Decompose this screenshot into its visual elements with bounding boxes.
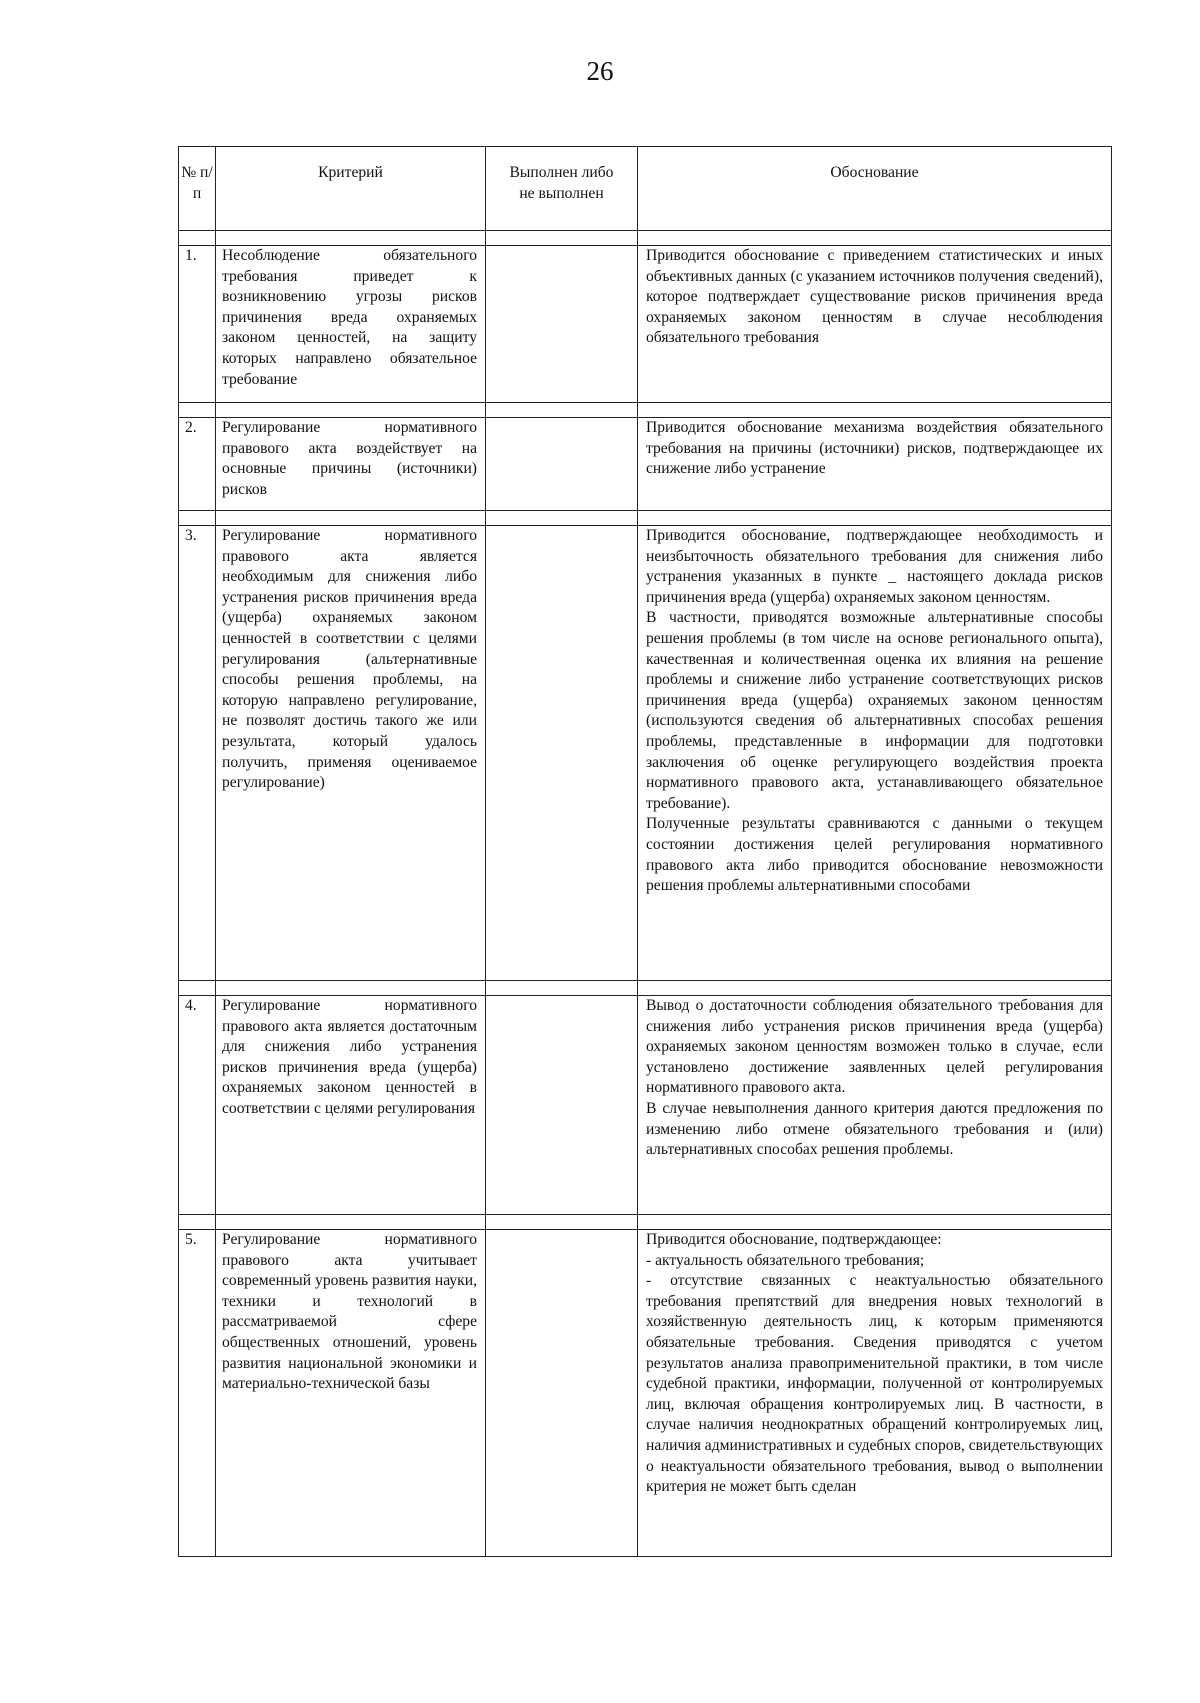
- criteria-table: [178, 146, 1112, 1557]
- justification-paragraph: - отсутствие связанных с неактуальностью обязательного требования препятствий для внедрения новых технологий в хозяйственную деятельность лиц, к которым применяются обязательные требования. Сведения приводятся с учетом результатов анализа правоприменительной практики, в том числе судебной практики, информации, полученной от контролируемых лиц, включая обращения контролируемых лиц. В частности, в случае наличия неоднократных обращений контролируемых лиц, наличия административных и судебных споров, свидетельствующих о неактуальности обязательного требования, вывод о выполнении критерия не может быть сделан: [646, 1272, 1103, 1496]
- header-status: Выполнен либо не выполнен: [486, 147, 638, 231]
- criterion-cell: Регулирование нормативного правового акта учитывает современный уровень развития науки, техники и технологий в рассматриваемой сфере общественных отношений, уровень развития национальной экономики и материально-технической базы: [216, 1230, 486, 1557]
- justification-cell: Приводится обоснование с приведением статистических и иных объективных данных (с указанием источников получения сведений), которое подтверждает существование рисков причинения вреда охраняемых законом ценностям в случае несоблюдения обязательного требования: [638, 246, 1112, 403]
- justification-paragraph: Приводится обоснование, подтверждающее:: [646, 1231, 942, 1248]
- status-cell: [486, 526, 638, 981]
- criterion-cell: Регулирование нормативного правового акта является необходимым для снижения либо устранения рисков причинения вреда (ущерба) охраняемых законом ценностей в соответствии с целями регулирования (альтернативные способы решения проблемы, на которую направлено регулирование, не позволят достичь такого же или результата, который удалось получить, применяя оцениваемое регулирование): [216, 526, 486, 981]
- table-row: [179, 996, 1112, 1215]
- justification-paragraph: Вывод о достаточности соблюдения обязательного требования для снижения либо устранения рисков причинения вреда (ущерба) охраняемых законом ценностям возможен только в случае, если установлено достижение заявленных целей регулирования нормативного правового акта.: [646, 997, 1103, 1097]
- table-row: [179, 418, 1112, 511]
- status-cell: [486, 418, 638, 511]
- justification-cell: [638, 1230, 1112, 1557]
- status-cell: [486, 1230, 638, 1557]
- justification-paragraph: В случае невыполнения данного критерия даются предложения по изменению либо отмене обязательного требования и (или) альтернативных способах решения проблемы.: [646, 1099, 1103, 1159]
- criterion-cell: Несоблюдение обязательного требования приведет к возникновению угрозы рисков причинения вреда охраняемых законом ценностей, на защиту которых направлено обязательное требование: [216, 246, 486, 403]
- table-row: [179, 526, 1112, 981]
- status-cell: [486, 246, 638, 403]
- page-number: 26: [586, 56, 614, 86]
- criterion-cell: Регулирование нормативного правового акта воздействует на основные причины (источники) рисков: [216, 418, 486, 511]
- header-criterion: Критерий: [216, 147, 486, 231]
- row-number: 1.: [179, 246, 216, 403]
- justification-paragraph: Полученные результаты сравниваются с данными о текущем состоянии достижения целей регулирования нормативного правового акта либо приводится обоснование невозможности решения проблемы альтернативными способами: [646, 815, 1103, 895]
- row-number: 5.: [179, 1230, 216, 1557]
- table-header-row: [179, 147, 1112, 231]
- justification-paragraph: - актуальность обязательного требования;: [646, 1251, 925, 1269]
- header-justification: Обоснование: [638, 147, 1112, 231]
- row-number: 4.: [179, 996, 216, 1215]
- justification-cell: [638, 526, 1112, 981]
- status-cell: [486, 996, 638, 1215]
- justification-cell: [638, 996, 1112, 1215]
- row-number: 2.: [179, 418, 216, 511]
- criterion-cell: Регулирование нормативного правового акта является достаточным для снижения либо устранения рисков причинения вреда (ущерба) охраняемых законом ценностей в соответствии с целями регулирования: [216, 996, 486, 1215]
- justification-cell: Приводится обоснование механизма воздействия обязательного требования на причины (источники) рисков, подтверждающее их снижение либо устранение: [638, 418, 1112, 511]
- row-number: 3.: [179, 526, 216, 981]
- header-num: № п/п: [179, 147, 216, 231]
- table-row: [179, 246, 1112, 403]
- justification-paragraph: Приводится обоснование, подтверждающее необходимость и неизбыточность обязательного требования для снижения либо устранения указанных в пункте _ настоящего доклада рисков причинения вреда (ущерба) охраняемых законом ценностям.: [646, 527, 1103, 606]
- table-row: [179, 1230, 1112, 1557]
- justification-paragraph: В частности, приводятся возможные альтернативные способы решения проблемы (в том числе на основе регионального опыта), качественная и количественная оценка их влияния на решение проблемы и снижение либо устранение соответствующих рисков причинения вреда (ущерба) охраняемых законом ценностям (используются сведения об альтернативных способах решения проблемы, представленные в информации для подготовки заключения об оценке регулирующего воздействия проекта нормативного правового акта, устанавливающего обязательное требование).: [646, 609, 1103, 812]
